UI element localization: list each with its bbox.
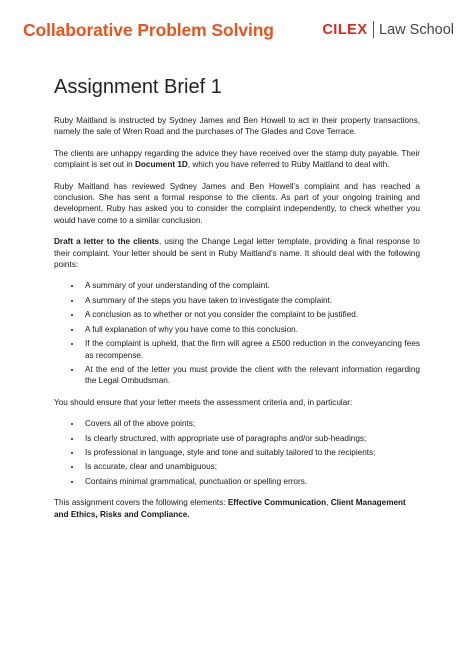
element-effective-communication: Effective Communication bbox=[227, 498, 327, 508]
list-item: • A summary of the steps you have taken to investigate the complaint. bbox=[82, 295, 420, 306]
page-header-title: Collaborative Problem Solving bbox=[23, 20, 274, 40]
document-body bbox=[54, 76, 420, 530]
elements-separator: , bbox=[326, 498, 331, 508]
list-item: • At the end of the letter you must provide the client with the relevant information regarding the Legal Ombudsman. bbox=[82, 364, 420, 387]
paragraph-complaint-text-b: , which you have referred to Ruby Maitland to deal with. bbox=[187, 160, 390, 170]
paragraph-complaint bbox=[54, 148, 420, 171]
logo-divider bbox=[373, 21, 375, 38]
paragraph-instruction: Ruby Maitland is instructed by Sydney James and Ben Howell to act in their property transactions, namely the sale of Wren Road and the purchases of The Glades and Cove Terrace. bbox=[54, 116, 420, 137]
list-item: • A conclusion as to whether or not you consider the complaint to be justified. bbox=[82, 309, 420, 320]
paragraph-complaint-text-a: The clients are unhappy regarding the advice they have received over the stamp duty payable. Their complaint is set out in bbox=[54, 148, 420, 170]
paragraph-criteria-intro: You should ensure that your letter meets the assessment criteria and, in particular: bbox=[54, 397, 353, 407]
document-reference: Document 1D bbox=[135, 160, 188, 170]
list-item: • A summary of your understanding of the complaint. bbox=[82, 280, 420, 291]
list-item: • Contains minimal grammatical, punctuation or spelling errors. bbox=[82, 476, 420, 487]
logo-mark: CILEX bbox=[322, 21, 368, 38]
paragraph-elements bbox=[54, 497, 420, 520]
paragraph-task bbox=[54, 236, 420, 270]
list-item: • Is clearly structured, with appropriate use of paragraphs and/or sub-headings; bbox=[82, 433, 420, 444]
element-client-management: Client Management and Ethics, Risks and Compliance. bbox=[54, 498, 406, 519]
list-item: • Covers all of the above points; bbox=[82, 418, 420, 429]
logo-text: Law School bbox=[379, 21, 454, 38]
cilex-law-school-logo bbox=[322, 21, 454, 38]
task-text: , using the Change Legal letter template, providing a final response to their complaint. Your letter should be sent in Ruby Maitland’s name. It should deal with the following points: bbox=[54, 237, 420, 270]
elements-text-a: This assignment covers the following elements: bbox=[54, 498, 228, 508]
criteria-list bbox=[54, 418, 420, 487]
document-heading: Assignment Brief 1 bbox=[54, 76, 222, 98]
list-item: • Is accurate, clear and unambiguous; bbox=[82, 461, 420, 472]
task-lead: Draft a letter to the clients bbox=[54, 237, 160, 247]
list-item: • Is professional in language, style and tone and suitably tailored to the recipients; bbox=[82, 447, 420, 458]
points-list bbox=[54, 280, 420, 386]
list-item: • If the complaint is upheld, that the firm will agree a £500 reduction in the conveyancing fees as recompense. bbox=[82, 338, 420, 361]
paragraph-review: Ruby Maitland has reviewed Sydney James and Ben Howell’s complaint and has reached a conclusion. She has sent a formal response to the clients. As part of your ongoing training and development, Ruby has asked you to consider the complaint independently, to check whether you would have come to a similar conclusion. bbox=[54, 181, 420, 225]
list-item: • A full explanation of why you have come to this conclusion. bbox=[82, 324, 420, 335]
